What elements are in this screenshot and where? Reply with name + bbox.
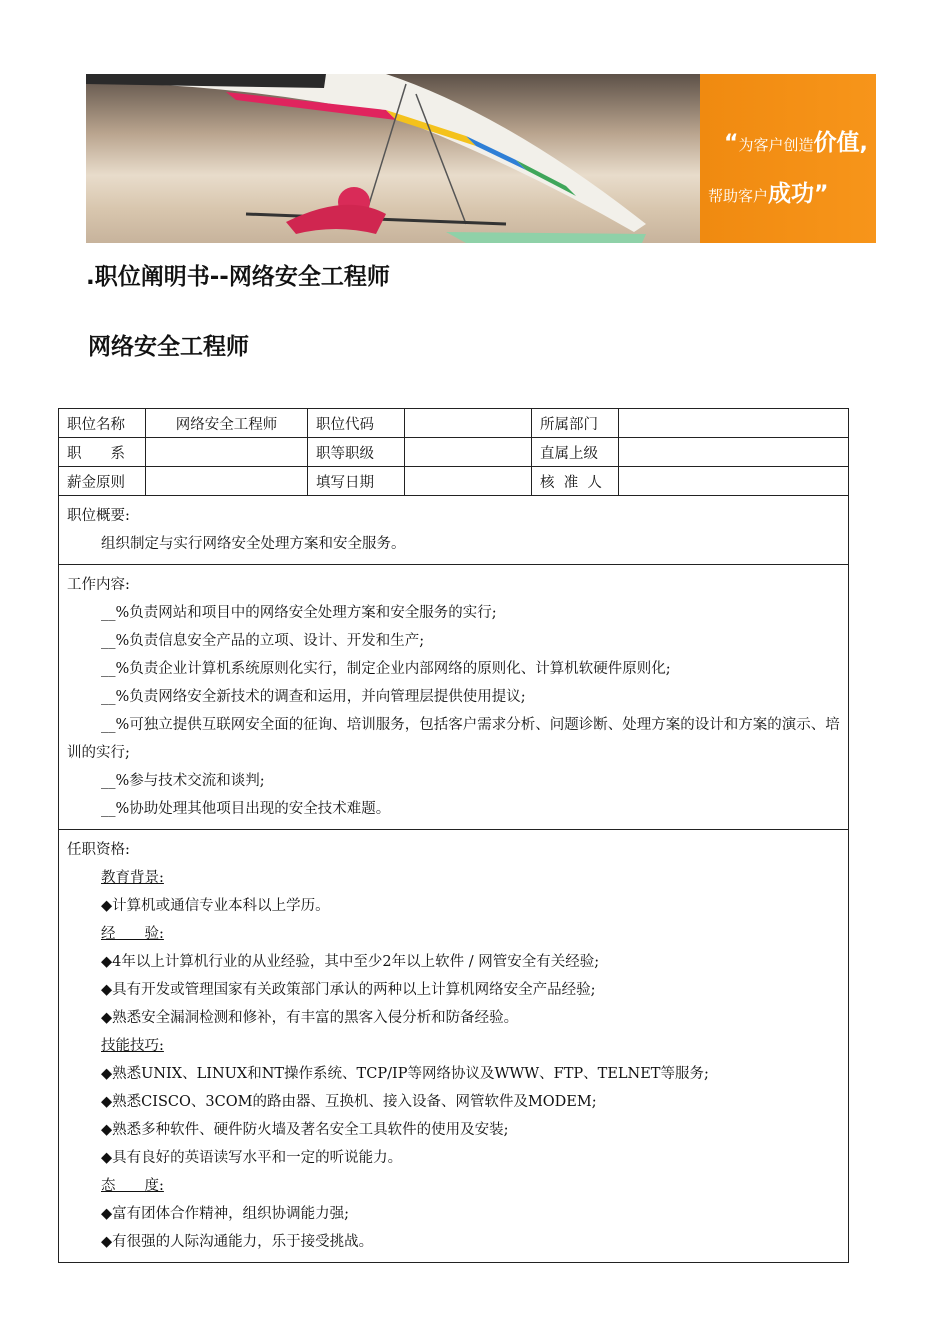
duties-section (59, 565, 849, 830)
grade-value (405, 438, 532, 467)
experience-item: ◆4年以上计算机行业的从业经验，其中至少2年以上软件 / 网管安全有关经验; (101, 954, 600, 970)
slogan-text-2: 帮助客户 (708, 187, 769, 205)
table-row (59, 467, 849, 496)
summary-label: 职位概要: (67, 508, 130, 524)
position-code-value (405, 409, 532, 438)
duties-label: 工作内容: (67, 577, 130, 593)
supervisor-value (619, 438, 849, 467)
experience-heading: 经 验: (101, 926, 164, 942)
duty-item: __%协助处理其他项目出现的安全技术难题。 (101, 801, 391, 817)
duty-item: __%负责网络安全新技术的调查和运用，并向管理层提供使用提议; (101, 689, 526, 705)
attitude-heading: 态 度: (101, 1178, 164, 1194)
position-code-label: 职位代码 (308, 409, 405, 438)
supervisor-label: 直属上级 (532, 438, 619, 467)
skills-heading: 技能技巧: (101, 1038, 164, 1054)
table-row (59, 830, 849, 1263)
hang-glider-illustration (86, 74, 700, 243)
position-name-label: 职位名称 (59, 409, 146, 438)
slogan-panel (700, 74, 876, 243)
duty-item: __%负责企业计算机系统原则化实行，制定企业内部网络的原则化、计算机软硬件原则化; (101, 661, 671, 677)
summary-section (59, 496, 849, 565)
department-label: 所属部门 (532, 409, 619, 438)
attitude-item: ◆富有团体合作精神，组织协调能力强; (101, 1206, 350, 1222)
qualifications-section (59, 830, 849, 1263)
job-description-table (58, 408, 849, 1263)
table-row (59, 409, 849, 438)
header-banner (86, 74, 876, 243)
duty-item: __%可独立提供互联网安全面的征询、培训服务，包括客户需求分析、问题诊断、处理方案的设计和方案的演示、培训的实行; (67, 717, 840, 761)
slogan-emphasis-1: 价值 (813, 130, 860, 156)
job-family-value (146, 438, 308, 467)
duty-item: __%负责信息安全产品的立项、设计、开发和生产; (101, 633, 425, 649)
duty-item: __%负责网站和项目中的网络安全处理方案和安全服务的实行; (101, 605, 497, 621)
slogan-text-1: 为客户创造 (738, 136, 814, 154)
position-heading: 网络安全工程师 (88, 334, 249, 360)
skill-item: ◆熟悉多种软件、硬件防火墙及著名安全工具软件的使用及安装; (101, 1122, 509, 1138)
skill-item: ◆具有良好的英语读写水平和一定的听说能力。 (101, 1150, 403, 1166)
approver-value (619, 467, 849, 496)
qualifications-label: 任职资格: (67, 842, 130, 858)
slogan-emphasis-2: 成功 (768, 181, 815, 207)
education-item: ◆计算机或通信专业本科以上学历。 (101, 898, 330, 914)
skill-item: ◆熟悉UNIX、LINUX和NT操作系统、TCP/IP等网络协议及WWW、FTP、TELNET等服务; (101, 1066, 709, 1082)
document-title: .职位阐明书--网络安全工程师 (86, 264, 390, 290)
summary-text: 组织制定与实行网络安全处理方案和安全服务。 (101, 536, 406, 552)
experience-item: ◆具有开发或管理国家有关政策部门承认的两种以上计算机网络安全产品经验; (101, 982, 596, 998)
job-family-label: 职 系 (59, 438, 146, 467)
education-heading: 教育背景: (101, 870, 164, 886)
skill-item: ◆熟悉CISCO、3COM的路由器、互换机、接入设备、网管软件及MODEM; (101, 1094, 597, 1110)
duty-item: __%参与技术交流和谈判; (101, 773, 265, 789)
salary-standard-value (146, 467, 308, 496)
department-value (619, 409, 849, 438)
approver-label: 核 准 人 (532, 467, 619, 496)
table-row (59, 565, 849, 830)
grade-label: 职等职级 (308, 438, 405, 467)
hang-glider-photo (86, 74, 700, 243)
salary-standard-label: 薪金原则 (59, 467, 146, 496)
slogan-line-2: 帮助客户成功” (708, 181, 829, 207)
fill-date-label: 填写日期 (308, 467, 405, 496)
table-row (59, 496, 849, 565)
fill-date-value (405, 467, 532, 496)
attitude-item: ◆有很强的人际沟通能力，乐于接受挑战。 (101, 1234, 374, 1250)
slogan-line-1: “为客户创造价值, (724, 130, 868, 156)
table-row (59, 438, 849, 467)
position-name-value: 网络安全工程师 (146, 409, 308, 438)
experience-item: ◆熟悉安全漏洞检测和修补，有丰富的黑客入侵分析和防备经验。 (101, 1010, 519, 1026)
